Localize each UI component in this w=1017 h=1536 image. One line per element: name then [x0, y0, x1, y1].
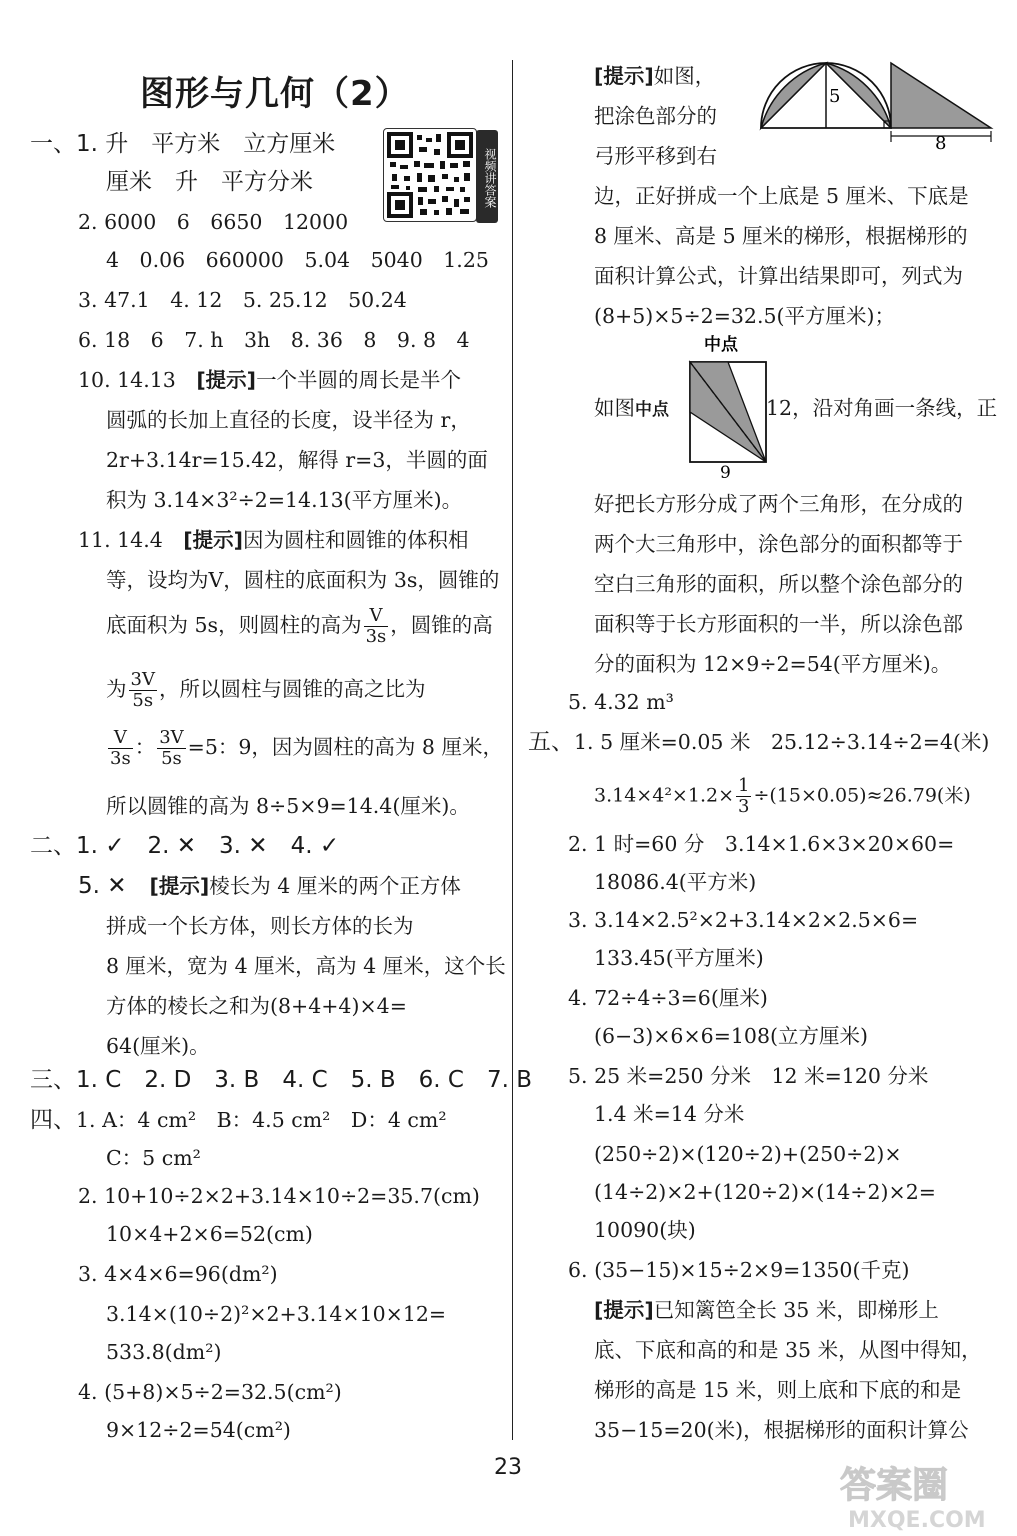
section-one: [30, 130, 335, 158]
base-label: 8: [935, 133, 947, 150]
answer-line: [78, 366, 461, 394]
svg-text:答案圈: 答案圈: [840, 1465, 949, 1506]
midpoint-label: 中点: [635, 400, 669, 420]
answer-line: 9×12÷2=54(cm²): [106, 1418, 291, 1442]
answer-line: 圆弧的长加上直径的长度，设半径为 r，: [106, 408, 471, 432]
qr-code-icon: [384, 129, 476, 221]
hint-text: 已知篱笆全长 35 米，即梯形上: [653, 1298, 939, 1322]
answer-line: 6. (35−15)×15÷2×9=1350(千克): [568, 1258, 910, 1282]
hint-label: [提示]: [594, 64, 654, 88]
hint-text: 因为圆柱和圆锥的体积相: [243, 528, 469, 552]
fraction: [108, 728, 133, 769]
numerator: 3V: [130, 669, 155, 690]
answer-line: 18086.4(平方米): [594, 870, 757, 894]
answer-line: 底、下底和高的和是 35 米，从图中得知，: [594, 1338, 982, 1362]
section-two: [30, 832, 339, 860]
answer-line: (6−3)×6×6=108(立方厘米): [594, 1024, 868, 1048]
answer-line: 4 0.06 660000 5.04 5040 1.25: [106, 248, 489, 272]
answer-line: 1. 升 平方米 立方厘米: [76, 131, 336, 157]
qr-code[interactable]: [383, 128, 477, 222]
answer-line: 所以圆锥的高为 8÷5×9=14.4(厘米)。: [106, 794, 470, 818]
answer-line: 1. 5 厘米=0.05 米 25.12÷3.14÷2=4(米): [574, 730, 990, 754]
hint-label: [提示]: [594, 1298, 654, 1322]
answer-line: [106, 670, 425, 711]
page-number: 23: [494, 1455, 522, 1480]
answer-line: 2. 6000 6 6650 12000: [78, 210, 349, 234]
text: 如图: [594, 396, 635, 420]
answer-line: 5. 25 米=250 分米 12 米=120 分米: [568, 1064, 929, 1088]
hint-text: 一个半圆的周长是半个: [256, 368, 462, 392]
midpoint-label: 中点: [704, 335, 738, 355]
answer-line: [78, 526, 469, 554]
answer-line: 4. 72÷4÷3=6(厘米): [568, 986, 768, 1010]
semicircle-figure: [755, 56, 1000, 150]
text: ，圆锥的高: [390, 613, 493, 637]
answer-line: 5. 4.32 m³: [568, 690, 674, 714]
answer-line: 3. 47.1 4. 12 5. 25.12 50.24: [78, 288, 407, 312]
answer-line: (250÷2)×(120÷2)+(250÷2)×: [594, 1142, 902, 1166]
numerator: 1: [738, 775, 750, 796]
height-label: 5: [829, 86, 841, 107]
answer-number: 10. 14.13: [78, 368, 197, 392]
hint-label: [提示]: [183, 528, 244, 552]
answer-line: 3. 3.14×2.5²×2+3.14×2×2.5×6=: [568, 908, 919, 932]
answer-line: 好把长方形分成了两个三角形，在分成的: [594, 492, 963, 516]
denominator: 3s: [365, 626, 387, 647]
answer-line: 10×4+2×6=52(cm): [106, 1222, 313, 1246]
answer-line: (8+5)×5÷2=32.5(平方厘米)；: [594, 304, 896, 328]
answer-line: [594, 1296, 939, 1324]
answer-line: 2. 1 时=60 分 3.14×1.6×3×20×60=: [568, 832, 955, 856]
answer-line: 梯形的高是 15 米，则上底和下底的和是: [594, 1378, 962, 1402]
section-label: 二、: [30, 833, 76, 859]
hint-text: 如图，: [653, 64, 716, 88]
fraction: [364, 606, 389, 647]
answer-line: 分的面积为 12×9÷2=54(平方厘米)。: [594, 652, 952, 676]
answer-line: 8 厘米，宽为 4 厘米，高为 4 厘米，这个长: [106, 954, 506, 978]
text: 底面积为 5s，则圆柱的高为: [106, 613, 362, 637]
answer-line: 1. A：4 cm² B：4.5 cm² D：4 cm²: [76, 1108, 447, 1132]
hint-text: 棱长为 4 厘米的两个正方体: [209, 874, 461, 898]
answer-line: 把涂色部分的: [594, 104, 717, 128]
answer-line: [594, 776, 971, 817]
answer-line: 面积等于长方形面积的一半，所以涂色部: [594, 612, 963, 636]
answer-line: 3. 4×4×6=96(dm²): [78, 1262, 278, 1286]
section-three: [30, 1066, 532, 1094]
denominator: 3: [738, 796, 750, 817]
answer-line: [106, 728, 503, 769]
answer-line: 4. (5+8)×5÷2=32.5(cm²): [78, 1380, 342, 1404]
answer-line: 133.45(平方厘米): [594, 946, 764, 970]
answer-line: 8 厘米、高是 5 厘米的梯形，根据梯形的: [594, 224, 968, 248]
section-four: [30, 1106, 447, 1134]
text: ÷(15×0.05)≈26.79(米): [753, 784, 971, 807]
denominator: 3s: [110, 748, 131, 769]
answer-line: 积为 3.14×3²÷2=14.13(平方厘米)。: [106, 488, 463, 512]
answer-line: 12，沿对角画一条线，正: [766, 396, 998, 420]
text: =5：9，因为圆柱的高为 8 厘米，: [187, 735, 503, 759]
answer-line: (14÷2)×2+(120÷2)×(14÷2)×2=: [594, 1180, 936, 1204]
watermark-logo: [830, 1455, 1010, 1535]
section-label: 一、: [30, 131, 76, 157]
fraction: [157, 728, 185, 769]
hint-label: [提示]: [196, 368, 257, 392]
answer-line: 10090(块): [594, 1218, 696, 1242]
section-label: 五、: [528, 729, 574, 755]
fraction: [129, 670, 157, 711]
answer-line: 方体的棱长之和为(8+4+4)×4=: [106, 994, 407, 1018]
denominator: 5s: [132, 690, 154, 711]
text: 3.14×4²×1.2×: [594, 784, 734, 807]
answer-line: 2. 10+10÷2×2+3.14×10÷2=35.7(cm): [78, 1184, 480, 1208]
answer-line: [106, 606, 493, 647]
svg-text:MXQE.COM: MXQE.COM: [848, 1508, 986, 1533]
hint-label: [提示]: [149, 874, 210, 898]
answer-line: 面积计算公式，计算出结果即可，列式为: [594, 264, 963, 288]
answer-line: 弓形平移到右: [594, 144, 717, 168]
width-label: 9: [720, 463, 731, 482]
answer-line: 两个大三角形中，涂色部分的面积都等于: [594, 532, 963, 556]
answer-line: 1. ✓ 2. ✕ 3. ✕ 4. ✓: [76, 833, 340, 859]
answer-line: 6. 18 6 7. h 3h 8. 36 8 9. 8 4: [78, 328, 470, 352]
column-divider: [512, 60, 513, 1440]
section-label: 三、: [30, 1067, 76, 1093]
answer-line: 1. C 2. D 3. B 4. C 5. B 6. C 7. B: [76, 1067, 533, 1093]
answer-line: 64(厘米)。: [106, 1034, 210, 1058]
answer-line: [594, 62, 715, 90]
answer-line: 等，设均为V，圆柱的底面积为 3s，圆锥的: [106, 568, 500, 592]
numerator: V: [364, 606, 389, 627]
text: ：: [134, 735, 156, 759]
section-label: 四、: [30, 1107, 76, 1133]
text: 为: [106, 677, 127, 701]
section-five: [528, 728, 989, 756]
fraction: [736, 776, 751, 817]
answer-number: 11. 14.4: [78, 528, 184, 552]
answer-line: 空白三角形的面积，所以整个涂色部分的: [594, 572, 963, 596]
answer-number: 5. ✕: [78, 873, 150, 899]
numerator: V: [108, 728, 133, 749]
answer-line: 2r+3.14r=15.42，解得 r=3，半圆的面: [106, 448, 488, 472]
answer-line: 533.8(dm²): [106, 1340, 222, 1364]
text: ，所以圆柱与圆锥的高之比为: [158, 677, 426, 701]
answer-line: C：5 cm²: [106, 1146, 201, 1170]
answer-line: [78, 872, 461, 900]
numerator: 3V: [159, 727, 184, 748]
answer-line: 1.4 米=14 分米: [594, 1102, 745, 1126]
answer-line: 拼成一个长方体，则长方体的长为: [106, 914, 414, 938]
qr-label: 视频讲答案: [476, 130, 498, 223]
page-title: 图形与几何（2）: [140, 74, 410, 114]
denominator: 5s: [161, 748, 182, 769]
answer-line: 3.14×(10÷2)²×2+3.14×10×12=: [106, 1302, 447, 1326]
answer-line: [594, 394, 669, 424]
answer-line: 35−15=20(米)，根据梯形的面积计算公: [594, 1418, 969, 1442]
answer-line: 厘米 升 平方分米: [106, 169, 313, 195]
rectangle-figure: [660, 330, 775, 482]
answer-line: 边，正好拼成一个上底是 5 厘米、下底是: [594, 184, 969, 208]
